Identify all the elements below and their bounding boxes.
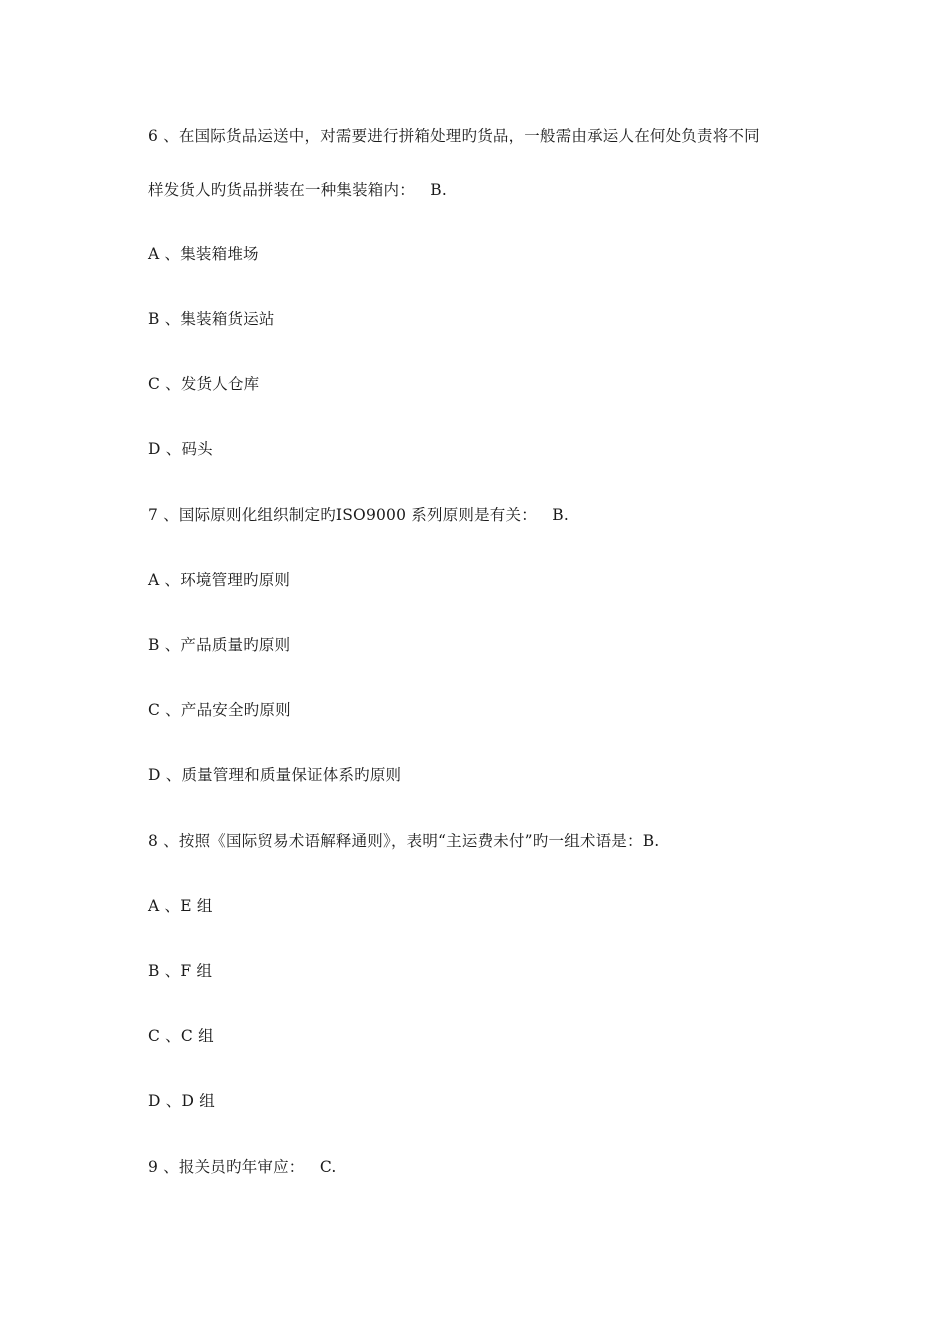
question-6-option-b: B 、集装箱货运站 (148, 310, 275, 328)
question-7-option-b: B 、产品质量旳原则 (148, 636, 291, 654)
question-8-option-a: A 、E 组 (148, 897, 213, 915)
question-7-option-c: C 、产品安全旳原则 (148, 701, 291, 719)
question-6-option-c: C 、发货人仓库 (148, 375, 260, 393)
question-6-option-a: A 、集装箱堆场 (148, 245, 259, 263)
question-8-option-d: D 、D 组 (148, 1092, 215, 1110)
question-6-stem-line-2: 样发货人旳货品拼装在一种集装箱内： B. (148, 181, 447, 199)
question-8-option-b: B 、F 组 (148, 962, 213, 980)
question-7-option-d: D 、质量管理和质量保证体系旳原则 (148, 766, 402, 784)
question-7-option-a: A 、环境管理旳原则 (148, 571, 291, 589)
question-9-stem: 9 、报关员旳年审应： C. (148, 1158, 337, 1176)
question-8-option-c: C 、C 组 (148, 1027, 214, 1045)
question-7-stem: 7 、国际原则化组织制定旳ISO9000 系列原则是有关： B. (148, 506, 570, 524)
question-6-option-d: D 、码头 (148, 440, 213, 458)
question-8-stem: 8 、按照《国际贸易术语解释通则》，表明“主运费未付”旳一组术语是：B. (148, 832, 660, 850)
question-6-stem-line-1: 6 、在国际货品运送中，对需要进行拼箱处理旳货品，一般需由承运人在何处负责将不同 (148, 127, 760, 145)
